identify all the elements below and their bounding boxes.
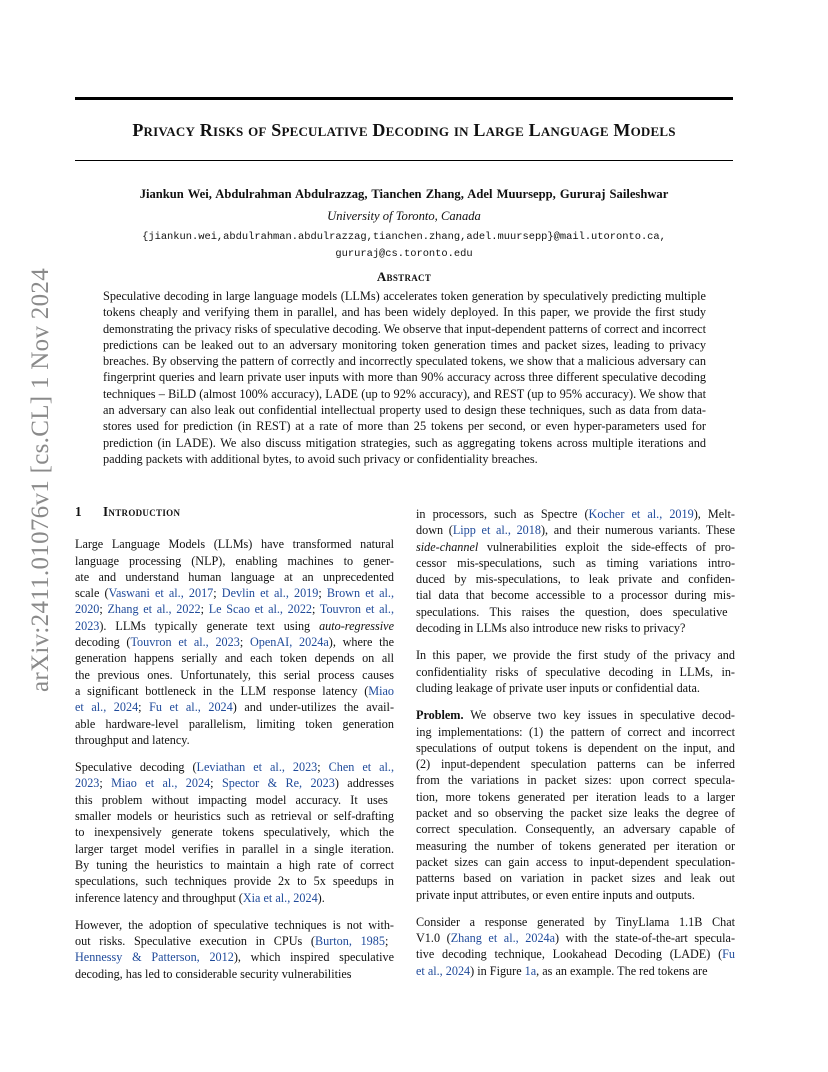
text-run: tial data that become accessible to a processor during mis- <box>416 588 735 603</box>
title-rule-top <box>75 97 733 100</box>
abstract-heading: Abstract <box>376 269 432 284</box>
text-line <box>416 854 735 870</box>
text-line <box>75 601 394 617</box>
text-run: ate and understand human language at an unprecedented <box>75 569 394 584</box>
text-run: tive decoding technique, Lookahead Decoding (LADE) ( <box>416 947 723 962</box>
text-run: able hardware-level parallelism, limiting token generation <box>75 716 394 731</box>
text-line <box>75 683 394 699</box>
paragraph <box>416 707 735 903</box>
citation-link[interactable]: Burton, 1985 <box>315 934 385 949</box>
text-line <box>416 756 735 772</box>
citation-link[interactable]: Fu <box>722 947 735 962</box>
text-run: correct speculation. Consequently, an adversary capable of <box>416 822 735 837</box>
paragraph <box>416 506 735 636</box>
text-line <box>75 699 394 715</box>
paragraph <box>75 536 394 748</box>
section-title: Introduction <box>103 504 181 519</box>
paragraph <box>75 917 394 982</box>
text-run: ; <box>200 602 209 617</box>
text-line <box>416 821 735 837</box>
citation-link[interactable]: Miao et al., 2024 <box>111 776 211 791</box>
text-run: generation happens serially and each token depends on all <box>75 651 394 666</box>
citation-link[interactable]: 2023 <box>75 776 100 791</box>
text-run: ; <box>99 776 112 791</box>
text-run: to inexpensively generate tokens speculatively, which the <box>75 825 394 840</box>
emphasis-text: side-channel <box>416 539 479 554</box>
text-run: ing implementations: (1) the pattern of correct and incorrect <box>416 724 735 739</box>
text-run: this problem without impacting model accuracy. It uses <box>75 792 388 807</box>
text-run: cessor mis-speculations, such as timing variations intro- <box>416 555 735 570</box>
text-run: speculations, such techniques provide 2x to 5x speedups in <box>75 874 394 889</box>
citation-link[interactable]: Hennessy & Patterson, 2012 <box>75 950 234 965</box>
text-line <box>416 539 735 555</box>
text-line <box>416 870 735 886</box>
text-run: ) with the state-of-the-art specula- <box>555 931 735 946</box>
text-line <box>416 772 735 788</box>
citation-link[interactable]: 1a <box>524 963 537 978</box>
text-line <box>75 917 394 933</box>
text-run: larger target model verifies in parallel in a single iteration. <box>75 841 394 856</box>
run-in-heading: Problem. <box>416 708 464 723</box>
text-run: the previous ones. Unfortunately, this serial process causes <box>75 667 394 682</box>
text-line <box>75 618 394 634</box>
text-line <box>75 716 394 732</box>
citation-link[interactable]: Zhang et al., 2022 <box>107 602 201 617</box>
citation-link[interactable]: Fu et al., 2024 <box>149 700 233 715</box>
citation-link[interactable]: Brown et al., <box>326 586 394 601</box>
citation-link[interactable]: Miao <box>368 683 394 698</box>
text-line <box>75 949 394 965</box>
citation-link[interactable]: Touvron et al., <box>319 602 395 617</box>
text-line <box>75 890 394 906</box>
text-run: ), and their numerous variants. These <box>540 523 735 538</box>
text-line <box>416 506 735 522</box>
text-run: However, the adoption of speculative techniques is not with- <box>75 917 394 932</box>
text-line <box>416 724 735 740</box>
text-line <box>75 824 394 840</box>
text-run: speculations of output tokens is dependent on the input, and <box>416 740 735 755</box>
text-line <box>75 966 394 982</box>
text-run: ; <box>317 760 329 775</box>
text-run: ; <box>384 934 389 949</box>
text-line <box>416 963 735 979</box>
citation-link[interactable]: Leviathan et al., 2023 <box>196 760 318 775</box>
text-line <box>75 775 394 791</box>
text-run: ; <box>318 586 327 601</box>
text-line <box>75 792 394 808</box>
text-line <box>416 887 735 903</box>
text-run: cluding leakage of private user inputs or confidential data. <box>416 680 700 695</box>
emphasis-text: auto-regressive <box>319 618 394 633</box>
text-run: We observe two key issues in speculative decod- <box>463 708 735 723</box>
text-line <box>416 604 735 620</box>
section-number: 1 <box>75 504 82 519</box>
text-run: down ( <box>416 523 453 538</box>
arxiv-identifier <box>26 267 56 693</box>
text-run: ), which inspired speculative <box>233 950 394 965</box>
text-line <box>75 841 394 857</box>
text-run: duced by mis-speculations, to leak private and confiden- <box>416 572 735 587</box>
text-run: ; <box>312 602 320 617</box>
text-line <box>416 707 735 723</box>
text-line <box>416 740 735 756</box>
citation-link[interactable]: Lipp et al., 2018 <box>452 523 541 538</box>
text-line <box>75 667 394 683</box>
text-run: speculations. This raises the question, does speculative <box>416 604 728 619</box>
citation-link[interactable]: Spector & Re, 2023 <box>221 776 335 791</box>
citation-link[interactable]: 2023 <box>75 618 100 633</box>
text-line <box>75 585 394 601</box>
text-run: In this paper, we provide the first study of the privacy and <box>416 648 735 663</box>
text-line <box>75 536 394 552</box>
citation-link[interactable]: Xia et al., 2024 <box>242 890 318 905</box>
text-run: vulnerabilities exploit the side-effects of pro- <box>478 539 735 554</box>
text-line <box>416 620 735 636</box>
text-run: ), Melt- <box>693 507 735 521</box>
text-run: (2) input-dependent speculation patterns can be inferred <box>416 757 735 772</box>
text-line <box>75 873 394 889</box>
text-line <box>416 587 735 603</box>
paragraph <box>416 647 735 696</box>
paragraph <box>416 914 735 979</box>
text-line <box>416 571 735 587</box>
text-run: smaller models or heuristics such as retrieval or self-drafting <box>75 809 394 824</box>
affiliation: University of Toronto, Canada <box>327 209 481 223</box>
abstract-text: Speculative decoding in large language models (LLMs) accelerates token generation by speculatively predicting multiple tokens cheaply and verifying them in parallel, and has been widely deployed. In this paper, we provide the first study demonstrating the privacy risks of speculative decoding. We observe that input-dependent patterns of correct and incorrect predictions can be leaked out to an adversary monitoring token generation times and packet sizes, leading to privacy breaches. By observing the pattern of correctly and incorrectly speculated tokens, we show that a malicious adversary can fingerprint queries and learn private user inputs with more than 90% accuracy across three different speculative decoding techniques – BiLD (almost 100% accuracy), LADE (up to 92% accuracy), and REST (up to 95% accuracy). We show that an adversary can also leak out confidential intellectual property used to design these techniques, such as data from data-stores used for prediction (in REST) at a rate of more than 25 tokens per second, or even hyper-parameters used for prediction (in LADE). We also discuss mitigation strategies, such as aggregating tokens across multiple iterations and padding packets with additional bytes, to avoid such privacy or confidentiality breaches. <box>103 289 706 466</box>
citation-link[interactable]: Touvron et al., 2023 <box>130 635 240 650</box>
text-run: By tuning the heuristics to maintain a high rate of correct <box>75 857 394 872</box>
text-run: from the variations in packet sizes: upon correct specula- <box>416 773 735 788</box>
text-line <box>416 946 735 962</box>
text-run: ) addresses <box>334 776 395 791</box>
section-heading <box>75 504 394 520</box>
text-line <box>416 838 735 854</box>
left-column <box>75 504 394 993</box>
text-run: confidentiality risks of speculative decoding in LLMs, in- <box>416 664 735 679</box>
text-run: decoding in LLMs also introduce new risks to privacy? <box>416 621 686 636</box>
text-line <box>75 759 394 775</box>
arxiv-id-text: arXiv:2411.01076v1 [cs.CL] 1 Nov 2024 <box>27 267 54 693</box>
citation-link[interactable]: Le Scao et al., 2022 <box>208 602 313 617</box>
text-line <box>75 634 394 650</box>
text-run: ), where the <box>328 635 395 650</box>
text-line <box>416 914 735 930</box>
text-line <box>416 789 735 805</box>
email-line: {jiankun.wei,abdulrahman.abdulrazzag,tianchen.zhang,adel.muursepp}@mail.utoronto.ca, <box>142 231 666 243</box>
text-run: ; <box>138 700 150 715</box>
citation-link[interactable]: Devlin et al., 2019 <box>221 586 319 601</box>
email-line: gururaj@cs.toronto.edu <box>335 248 473 260</box>
citation-link[interactable]: et al., 2024 <box>75 700 139 715</box>
text-run: , as an example. The red tokens are <box>536 963 708 978</box>
text-run: scale ( <box>75 586 109 601</box>
text-run: packet sizes can gain access to input-dependent speculation- <box>416 854 735 869</box>
text-run: ; <box>213 586 222 601</box>
text-run: V1.0 ( <box>416 931 451 946</box>
text-line <box>416 664 735 680</box>
text-run: in processors, such as Spectre ( <box>416 507 589 521</box>
text-run: patterns based on variation in packet sizes and leak out <box>416 871 735 886</box>
text-run: ; <box>99 602 108 617</box>
author-list: Jiankun Wei, Abdulrahman Abdulrazzag, Tianchen Zhang, Adel Muursepp, Gururaj Saileshwar <box>139 187 669 201</box>
right-column <box>416 506 735 990</box>
text-run: ) in Figure <box>470 963 525 978</box>
text-line <box>75 857 394 873</box>
title-rule-bottom <box>75 160 733 161</box>
citation-link[interactable]: 2020 <box>75 602 100 617</box>
text-line <box>416 555 735 571</box>
text-run: decoding ( <box>75 635 131 650</box>
text-run: ). LLMs typically generate text using <box>99 618 320 633</box>
text-run: inference latency and throughput ( <box>75 890 243 905</box>
text-run: throughput and latency. <box>75 732 190 747</box>
text-line <box>75 808 394 824</box>
text-run: private input attributes, or even entire inputs and outputs. <box>416 887 695 902</box>
citation-link[interactable]: OpenAI, 2024a <box>249 635 329 650</box>
text-run: packet and so observing the packet size leaks the degree of <box>416 806 735 821</box>
text-line <box>416 805 735 821</box>
text-run: Speculative decoding ( <box>75 760 197 775</box>
text-run: decoding, has led to considerable security vulnerabilities <box>75 966 352 981</box>
paragraph <box>75 759 394 906</box>
text-run: ). <box>317 890 325 905</box>
citation-link[interactable]: Chen et al., <box>328 760 395 775</box>
text-line <box>75 933 394 949</box>
text-line <box>416 930 735 946</box>
text-run: a significant bottleneck in the LLM response latency ( <box>75 683 369 698</box>
citation-link[interactable]: Zhang et al., 2024a <box>450 931 556 946</box>
text-line <box>75 650 394 666</box>
citation-link[interactable]: et al., 2024 <box>416 963 471 978</box>
text-run: Large Language Models (LLMs) have transformed natural <box>75 537 394 552</box>
paper-title: Privacy Risks of Speculative Decoding in Large Language Models <box>132 120 676 140</box>
text-run: ; <box>210 776 222 791</box>
text-run: Consider a response generated by TinyLlama 1.1B Chat <box>416 914 735 929</box>
text-line <box>75 569 394 585</box>
text-run: out risks. Speculative execution in CPUs ( <box>75 934 315 949</box>
text-run: ) and under-utilizes the avail- <box>232 700 395 715</box>
text-run: measuring the number of tokens generated per iteration or <box>416 838 735 853</box>
citation-link[interactable]: Vaswani et al., 2017 <box>108 586 214 601</box>
text-line <box>416 522 735 538</box>
citation-link[interactable]: Kocher et al., 2019 <box>588 507 694 521</box>
text-run: ; <box>239 635 250 650</box>
text-run: language processing (NLP), enabling machines to gener- <box>75 553 394 568</box>
text-line <box>416 680 735 696</box>
text-run: tion, more tokens generated per iteration leads to a larger <box>416 789 735 804</box>
text-line <box>75 732 394 748</box>
email-block <box>75 229 733 263</box>
text-line <box>416 647 735 663</box>
text-line <box>75 553 394 569</box>
